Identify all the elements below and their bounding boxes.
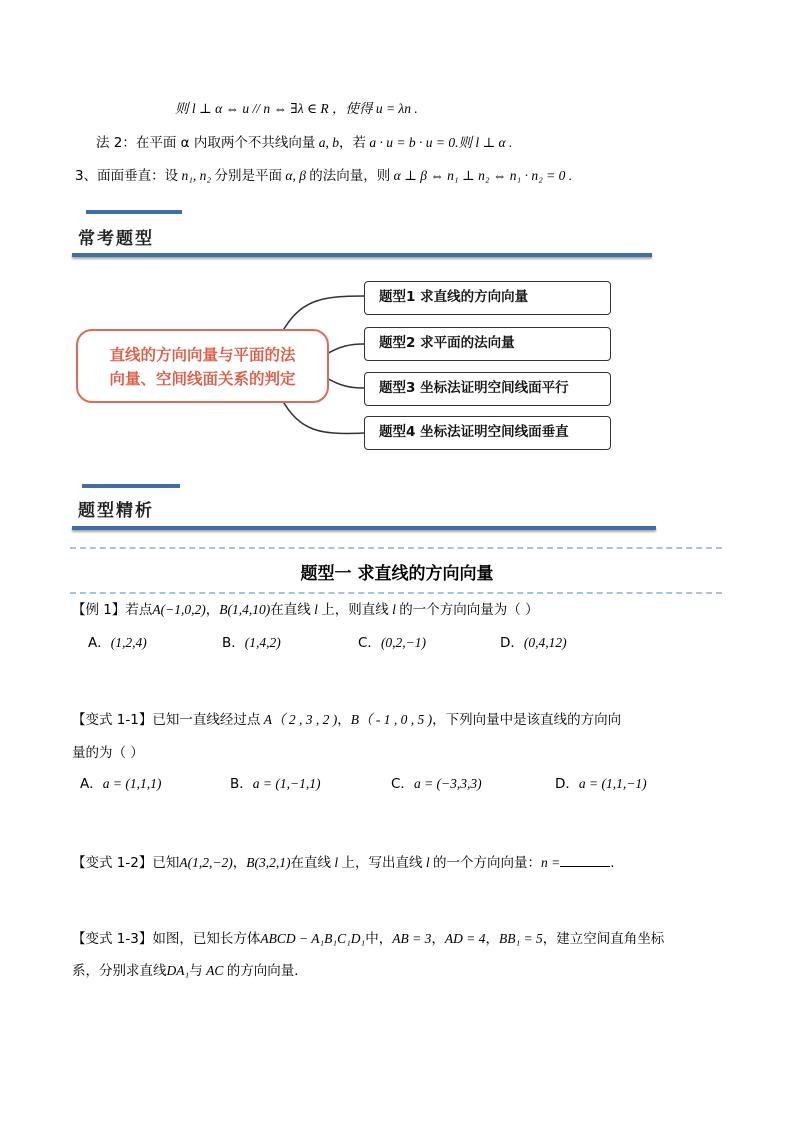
option-value: a = (−3,3,3) — [413, 776, 482, 791]
option-letter: C． — [391, 776, 414, 792]
option-value: (1,2,4) — [110, 635, 147, 650]
period: . — [610, 855, 615, 871]
option-value: (1,4,2) — [244, 635, 281, 650]
plane-perp-formula: α ⊥ β ⇔ n₁ ⊥ n₂ ⇔ n₁ · n₂ = 0 . — [390, 168, 573, 183]
example-1-option-b[interactable] — [222, 634, 281, 652]
example-1-text-d: 的一个方向向量为（ ） — [399, 602, 539, 618]
option-value: a = (1,1,−1) — [578, 776, 647, 791]
separator: ， — [232, 855, 247, 871]
variant-1-3-and: 与 — [189, 963, 203, 979]
variant-1-2-question — [72, 852, 615, 872]
method2-if: ，若 — [339, 135, 366, 151]
section1-title: 常考题型 — [78, 229, 154, 249]
option-value: a = (1,1,1) — [102, 776, 162, 791]
mindmap-item-2[interactable]: 题型2 求平面的法向量 — [364, 327, 611, 361]
point-a: A(−1,0,2) — [152, 602, 206, 617]
example-1-option-d[interactable] — [500, 634, 567, 652]
option-letter: B． — [222, 635, 245, 651]
example-1-text-c: 上，则直线 — [321, 602, 389, 618]
example-1-text-b: 在直线 — [270, 602, 311, 618]
point-a: A（ 2 , 3 , 2 ) — [260, 712, 338, 727]
line-da1: DA₁ — [166, 963, 190, 978]
option-letter: C． — [358, 635, 381, 651]
variant-1-3-label: 【变式 1-3】 — [72, 931, 153, 947]
cuboid-name: ABCD − A₁B₁C₁D₁ — [260, 931, 366, 946]
option-value: a = (1,−1,1) — [252, 776, 321, 791]
point-a: A(1,2,−2) — [179, 855, 233, 870]
example-1-question — [72, 601, 539, 619]
variant-1-1-text2: ，下列向量中是该直线的方向向 — [432, 712, 622, 728]
vectors-ab: a, b — [315, 135, 339, 150]
example-1-option-a[interactable] — [88, 634, 147, 652]
option-letter: B． — [230, 776, 253, 792]
method2-text: 法 2：在平面 α 内取两个不共线向量 — [96, 135, 316, 151]
variant-1-1-option-b[interactable] — [230, 775, 320, 793]
topic1-dash-bottom — [70, 592, 722, 594]
mindmap-item-3[interactable]: 题型3 坐标法证明空间线面平行 — [364, 372, 611, 406]
variant-1-3-text: 如图，已知长方体 — [152, 931, 261, 947]
mindmap-center-line2: 向量、空间线面关系的判定 — [109, 370, 296, 388]
plane-perp-mid: 分别是平面 — [214, 168, 282, 184]
section2-title: 题型精析 — [78, 501, 154, 521]
section2-underline — [72, 526, 656, 530]
mindmap-item-4[interactable]: 题型4 坐标法证明空间线面垂直 — [364, 416, 611, 450]
topic1-dash-top — [70, 547, 722, 549]
perp-condition-formula: 则 l ⊥ α ⇔ u // n ⇔ ∃λ ∈ R ，使得 u = λn . — [175, 101, 418, 116]
variant-1-3-text-b: 中， — [365, 931, 393, 947]
variant-1-1-text: 已知一直线经过点 — [152, 712, 261, 728]
option-value: (0,2,−1) — [380, 635, 427, 650]
separator: ， — [431, 931, 445, 947]
plane-perp-after: 的法向量，则 — [309, 168, 391, 184]
option-letter: D． — [500, 635, 524, 651]
point-b: B(3,2,1) — [246, 855, 291, 870]
option-letter: A． — [88, 635, 111, 651]
line-l-2: l — [388, 602, 400, 617]
planes-alpha-beta: α, β — [281, 168, 310, 183]
line-l: l — [330, 855, 342, 870]
option-letter: A． — [80, 776, 103, 792]
line-l: l — [310, 602, 322, 617]
variant-1-2-text: 已知 — [152, 855, 180, 871]
variant-1-3-line2-end: 的方向向量． — [226, 963, 308, 979]
line-ac: AC — [202, 963, 227, 978]
variant-1-1-option-d[interactable] — [555, 775, 647, 793]
example-1-text: 若点 — [125, 602, 153, 618]
variant-1-3-question-line2 — [72, 962, 308, 980]
separator: ， — [205, 602, 220, 618]
separator-2: ， — [485, 931, 499, 947]
variant-1-3-text-c: ，建立空间直角坐标 — [542, 931, 665, 947]
variant-1-1-option-a[interactable] — [80, 775, 161, 793]
length-ad: AD = 4 — [444, 931, 486, 946]
variant-1-1-label: 【变式 1-1】 — [72, 712, 153, 728]
example-1-option-c[interactable] — [358, 634, 426, 652]
section2-accent-bar — [82, 484, 180, 488]
method2-conclusion: .则 l ⊥ α . — [455, 135, 513, 150]
normal-vectors: n₁, n₂ — [178, 168, 215, 183]
mindmap-item-1[interactable]: 题型1 求直线的方向向量 — [364, 281, 611, 315]
variant-1-2-label: 【变式 1-2】 — [72, 855, 153, 871]
option-letter: D． — [555, 776, 579, 792]
point-b: B(1,4,10) — [219, 602, 271, 617]
plane-perp-label: 3、面面垂直：设 — [75, 168, 179, 184]
length-ab: AB = 3 — [392, 931, 432, 946]
variant-1-1-question-line2: 量的为（ ） — [72, 745, 144, 761]
mindmap-center-line1: 直线的方向向量与平面的法 — [109, 346, 296, 364]
length-bb1: BB₁ = 5 — [498, 931, 543, 946]
variant-1-3-line2-text: 系，分别求直线 — [72, 963, 167, 979]
variant-1-1-question — [72, 711, 621, 729]
point-b: B（ - 1 , 0 , 5 ) — [350, 712, 433, 727]
topic1-title: 题型一 求直线的方向向量 — [300, 564, 494, 584]
variant-1-1-option-c[interactable] — [391, 775, 482, 793]
vector-n: n = — [540, 855, 561, 870]
example-1-label: 【例 1】 — [72, 602, 126, 618]
variant-1-2-text-d: 的一个方向向量： — [432, 855, 541, 871]
option-value: (0,4,12) — [523, 635, 567, 650]
dot-product-formula: a · u = b · u = 0 — [366, 135, 456, 150]
separator: ， — [337, 712, 351, 728]
line-l-2: l — [422, 855, 433, 870]
variant-1-3-question — [72, 930, 664, 948]
mindmap-center-node — [76, 329, 329, 403]
variant-1-2-text-c: 上，写出直线 — [341, 855, 423, 871]
variant-1-2-text-b: 在直线 — [290, 855, 331, 871]
answer-blank[interactable] — [560, 852, 610, 867]
